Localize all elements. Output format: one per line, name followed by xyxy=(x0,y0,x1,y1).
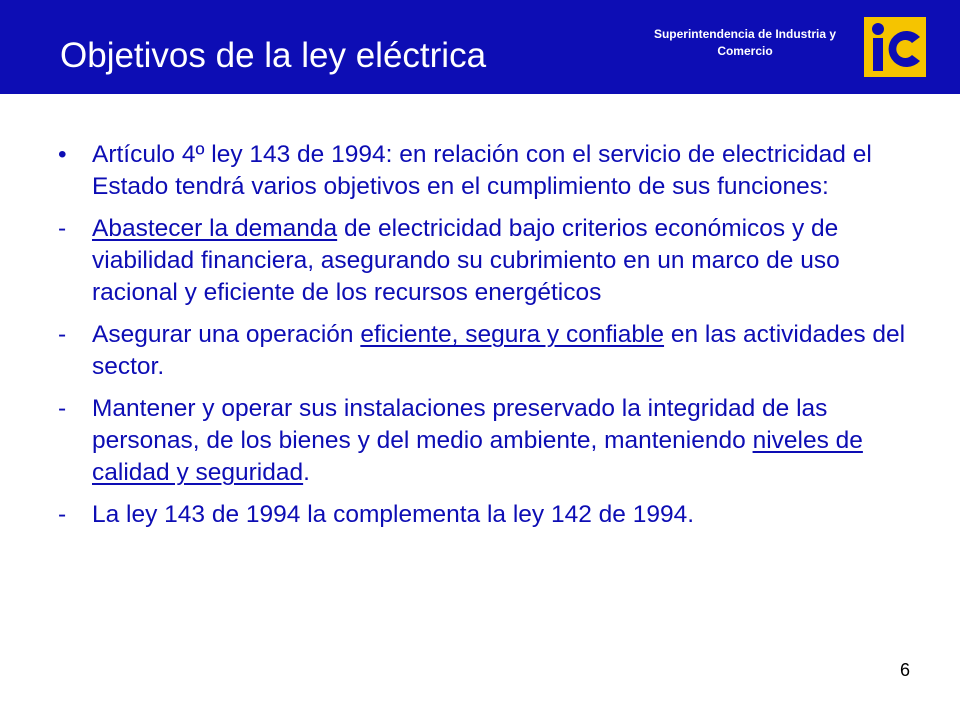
item-text: La ley 143 de 1994 la complementa la ley 142 de 1994. xyxy=(92,501,695,528)
page-number: 6 xyxy=(899,660,910,680)
slide-body xyxy=(56,139,906,541)
underlined-phrase: calidad y seguridad xyxy=(92,459,304,486)
dash-marker: - xyxy=(58,501,67,528)
dash-marker: - xyxy=(58,321,67,348)
item-text: de electricidad bajo criterios económicos y de viabilidad financiera, asegurando su cubrimiento en un marco de uso racional y eficiente de los recursos energéticos xyxy=(92,215,840,306)
underlined-phrase: eficiente, segura y confiable xyxy=(360,321,665,348)
item-text: Mantener y operar sus instalaciones preservado la integridad de las personas, de los bienes y del medio ambiente, manteniendo xyxy=(92,395,828,454)
organization-name-line2: Comercio xyxy=(717,44,773,58)
dash-marker: - xyxy=(58,215,67,242)
dash-marker: - xyxy=(58,395,67,422)
item-text: . xyxy=(303,459,310,486)
slide-title: Objetivos de la ley eléctrica xyxy=(60,36,487,75)
objective-item xyxy=(56,499,906,531)
organization-name-line1: Superintendencia de Industria y xyxy=(653,27,837,41)
logo-dot xyxy=(872,23,884,35)
objective-item xyxy=(56,319,906,383)
item-text: Asegurar una operación xyxy=(92,321,361,348)
logo-stem xyxy=(873,38,883,71)
item-text: en las actividades del sector. xyxy=(92,321,906,380)
bullet-marker: • xyxy=(58,141,67,168)
organization-name xyxy=(640,26,850,60)
underlined-phrase: Abastecer la demanda xyxy=(92,215,338,242)
objective-item xyxy=(56,393,906,489)
bullet-item xyxy=(56,139,906,203)
objective-item xyxy=(56,213,906,309)
slide-header xyxy=(0,0,960,94)
underlined-phrase: niveles de xyxy=(752,427,863,454)
bullet-text: Artículo 4º ley 143 de 1994: en relación con el servicio de electricidad el Estado tendrá varios objetivos en el cumplimiento de sus funciones: xyxy=(92,141,872,200)
sic-logo-icon xyxy=(864,17,926,77)
